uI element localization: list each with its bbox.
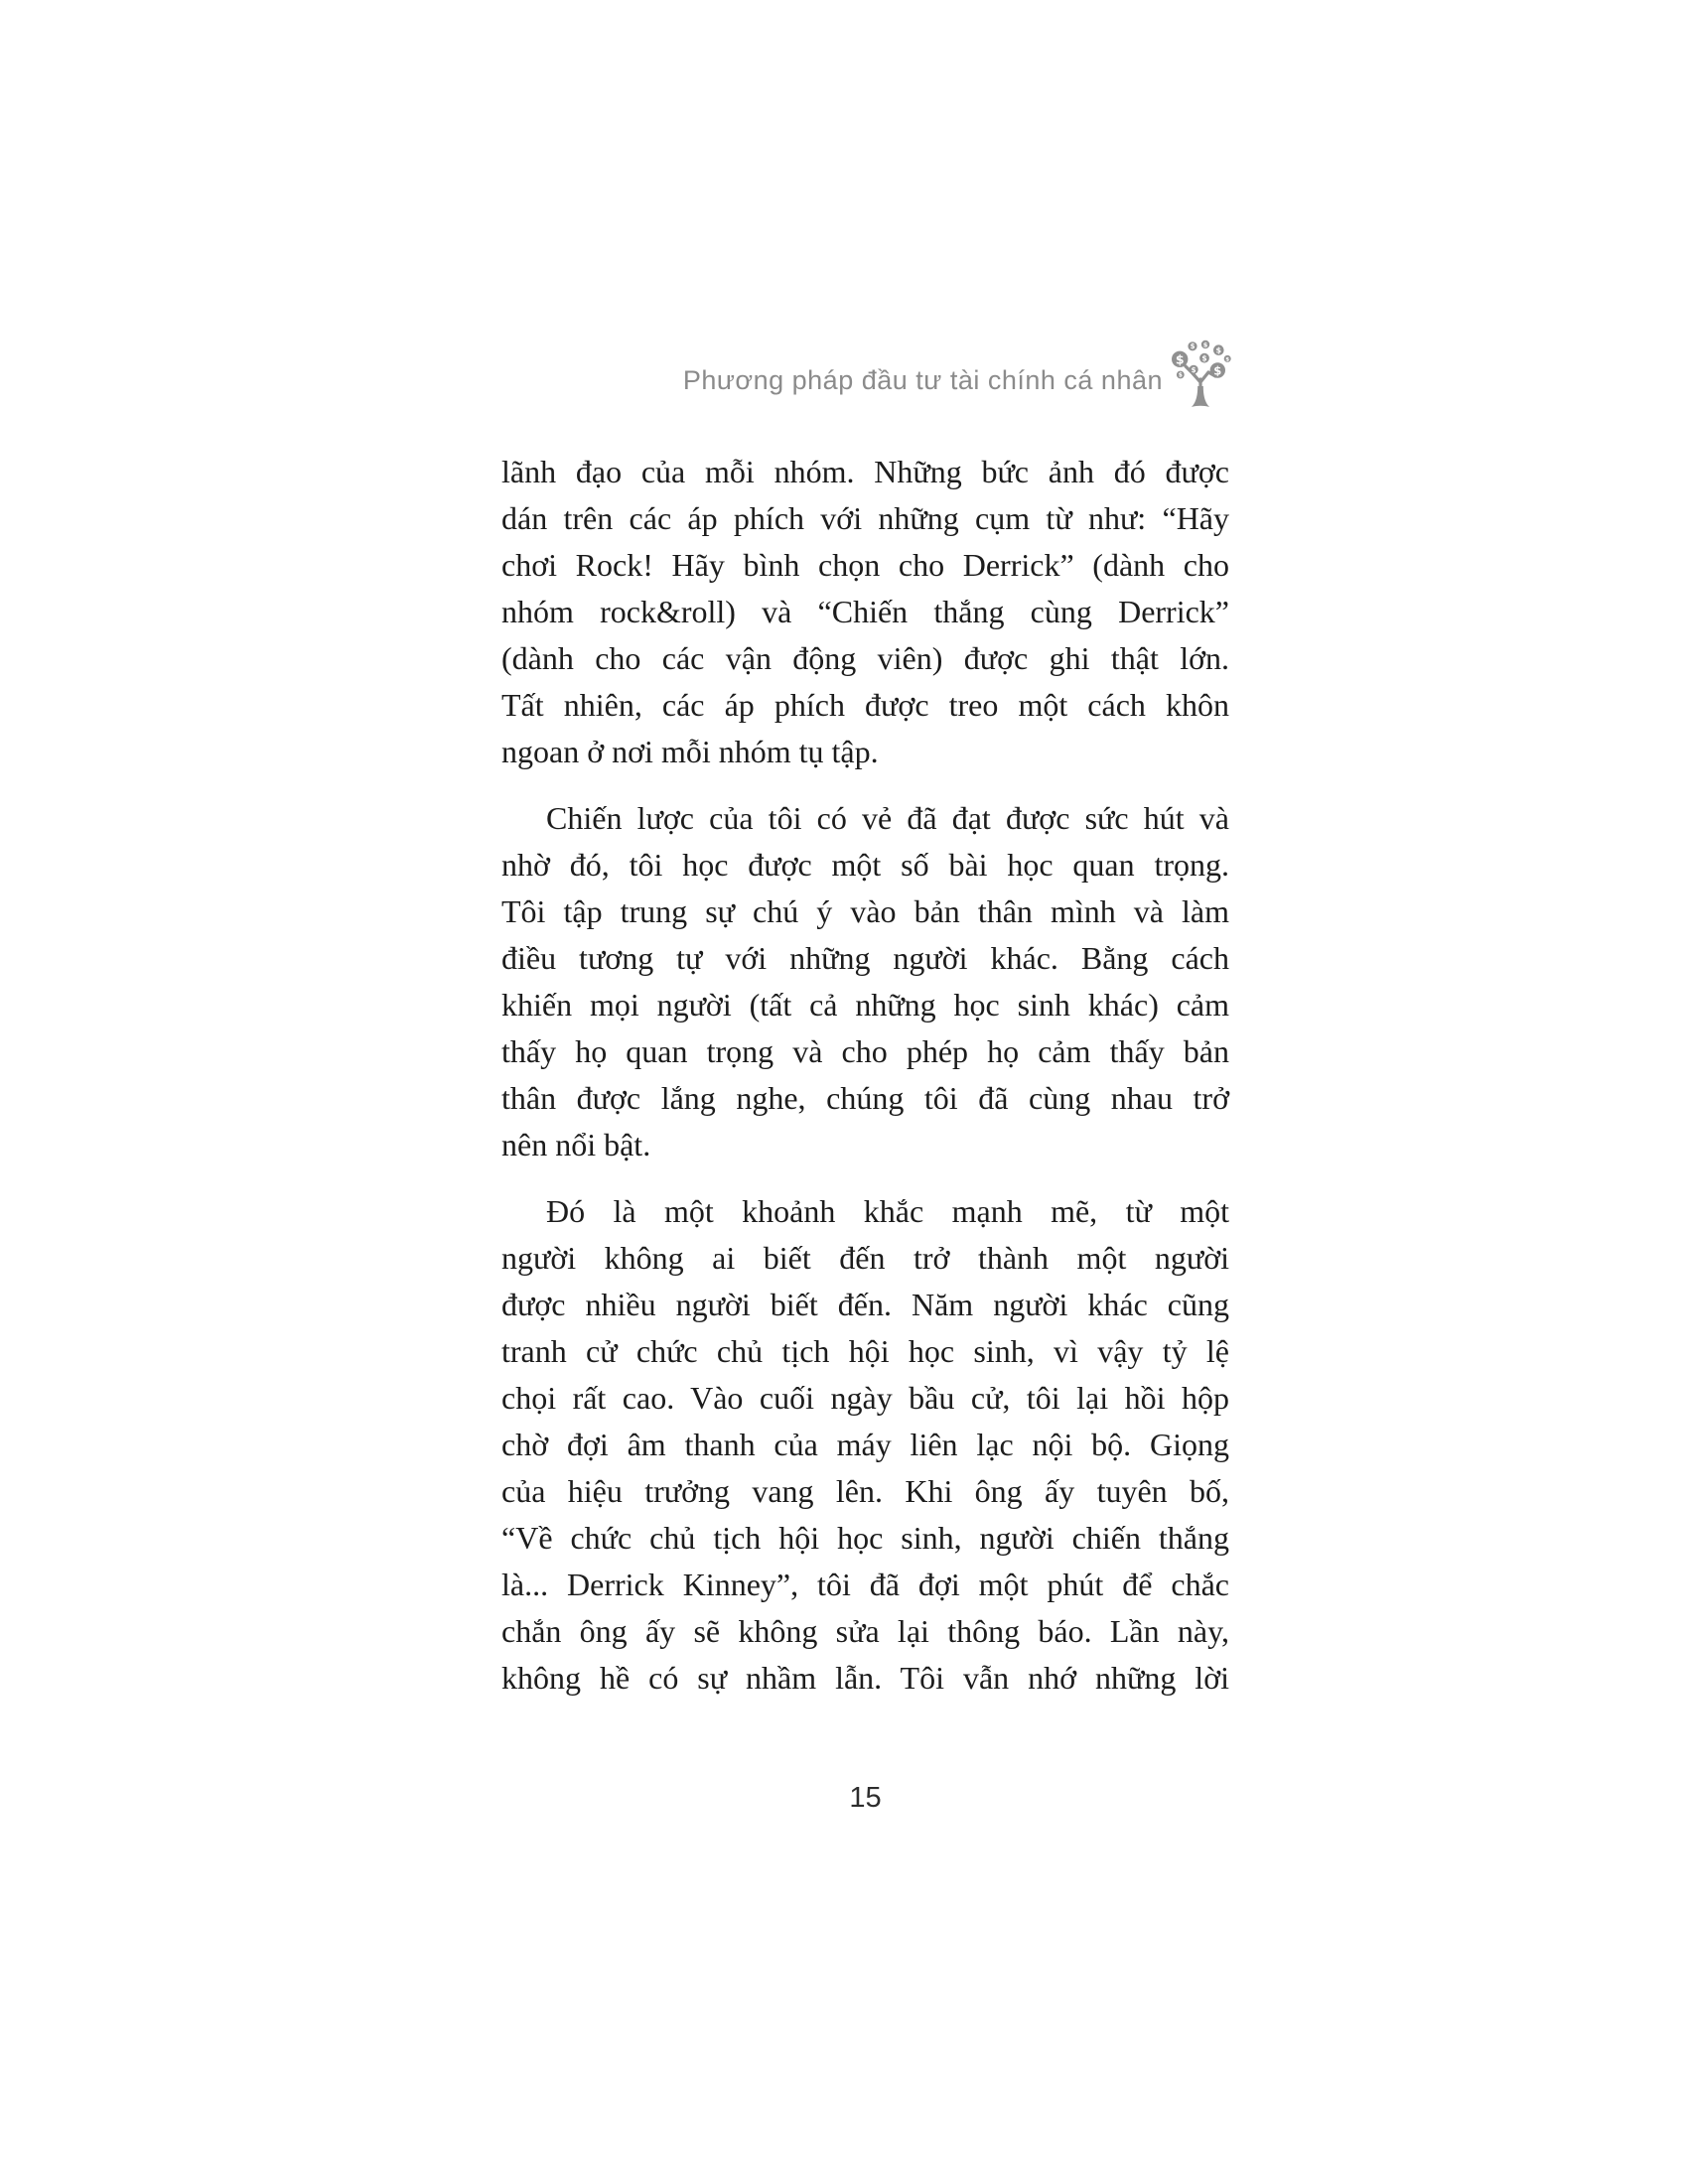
text-line: là... Derrick Kinney”, tôi đã đợi một phút để chắc [501,1567,1229,1602]
svg-text:$: $ [1201,352,1207,362]
text-line: người không ai biết đến trở thành một người [501,1240,1229,1276]
paragraph [501,449,1229,775]
svg-text:$: $ [1213,362,1222,377]
text-line: điều tương tự với những người khác. Bằng cách [501,940,1229,976]
text-line: chơi Rock! Hãy bình chọn cho Derrick” (dành cho [501,547,1229,583]
text-line: ngoan ở nơi mỗi nhóm tụ tập. [501,734,879,769]
text-line: thân được lắng nghe, chúng tôi đã cùng nhau trở [501,1080,1229,1116]
text-line: nên nổi bật. [501,1127,651,1162]
text-line: dán trên các áp phích với những cụm từ như: “Hãy [501,500,1229,536]
text-line: thấy họ quan trọng và cho phép họ cảm thấy bản [501,1033,1229,1069]
svg-text:$: $ [1191,365,1196,374]
text-line: lãnh đạo của mỗi nhóm. Những bức ảnh đó được [501,454,1229,489]
text-line: chọi rất cao. Vào cuối ngày bầu cử, tôi lại hồi hộp [501,1380,1229,1416]
svg-text:$: $ [1202,340,1208,348]
running-header-title: Phương pháp đầu tư tài chính cá nhân [682,364,1163,395]
text-line: Tôi tập trung sự chú ý vào bản thân mình và làm [501,893,1229,929]
text-line: nhờ đó, tôi học được một số bài học quan trọng. [501,847,1229,883]
text-line: được nhiều người biết đến. Năm người khác cũng [501,1287,1229,1322]
text-line: Chiến lược của tôi có vẻ đã đạt được sức hút và [546,800,1229,836]
text-line: Đó là một khoảnh khắc mạnh mẽ, từ một [546,1193,1229,1229]
page-number: 15 [849,1782,882,1814]
svg-text:$: $ [1190,341,1196,350]
text-line: của hiệu trưởng vang lên. Khi ông ấy tuyên bố, [501,1473,1229,1509]
text-line: nhóm rock&roll) và “Chiến thắng cùng Derrick” [501,594,1229,629]
text-line: không hề có sự nhầm lẫn. Tôi vẫn nhớ những lời [501,1660,1229,1696]
svg-text:$: $ [1178,371,1183,379]
money-tree-icon [1171,337,1231,413]
running-header [683,339,1231,410]
paragraph [501,1188,1229,1702]
body-text [501,449,1229,1702]
text-line: “Về chức chủ tịch hội học sinh, người chiến thắng [501,1520,1229,1556]
paragraph [501,795,1229,1168]
text-line: (dành cho các vận động viên) được ghi thật lớn. [501,640,1229,676]
text-line: chắn ông ấy sẽ không sửa lại thông báo. Lần này, [501,1613,1229,1649]
text-line: chờ đợi âm thanh của máy liên lạc nội bộ. Giọng [501,1427,1229,1462]
svg-text:$: $ [1175,350,1185,366]
text-line: Tất nhiên, các áp phích được treo một cách khôn [501,687,1229,723]
svg-text:$: $ [1215,345,1222,355]
svg-text:$: $ [1225,355,1230,362]
text-line: tranh cử chức chủ tịch hội học sinh, vì vậy tỷ lệ [501,1333,1229,1369]
text-line: khiến mọi người (tất cả những học sinh khác) cảm [501,987,1229,1023]
